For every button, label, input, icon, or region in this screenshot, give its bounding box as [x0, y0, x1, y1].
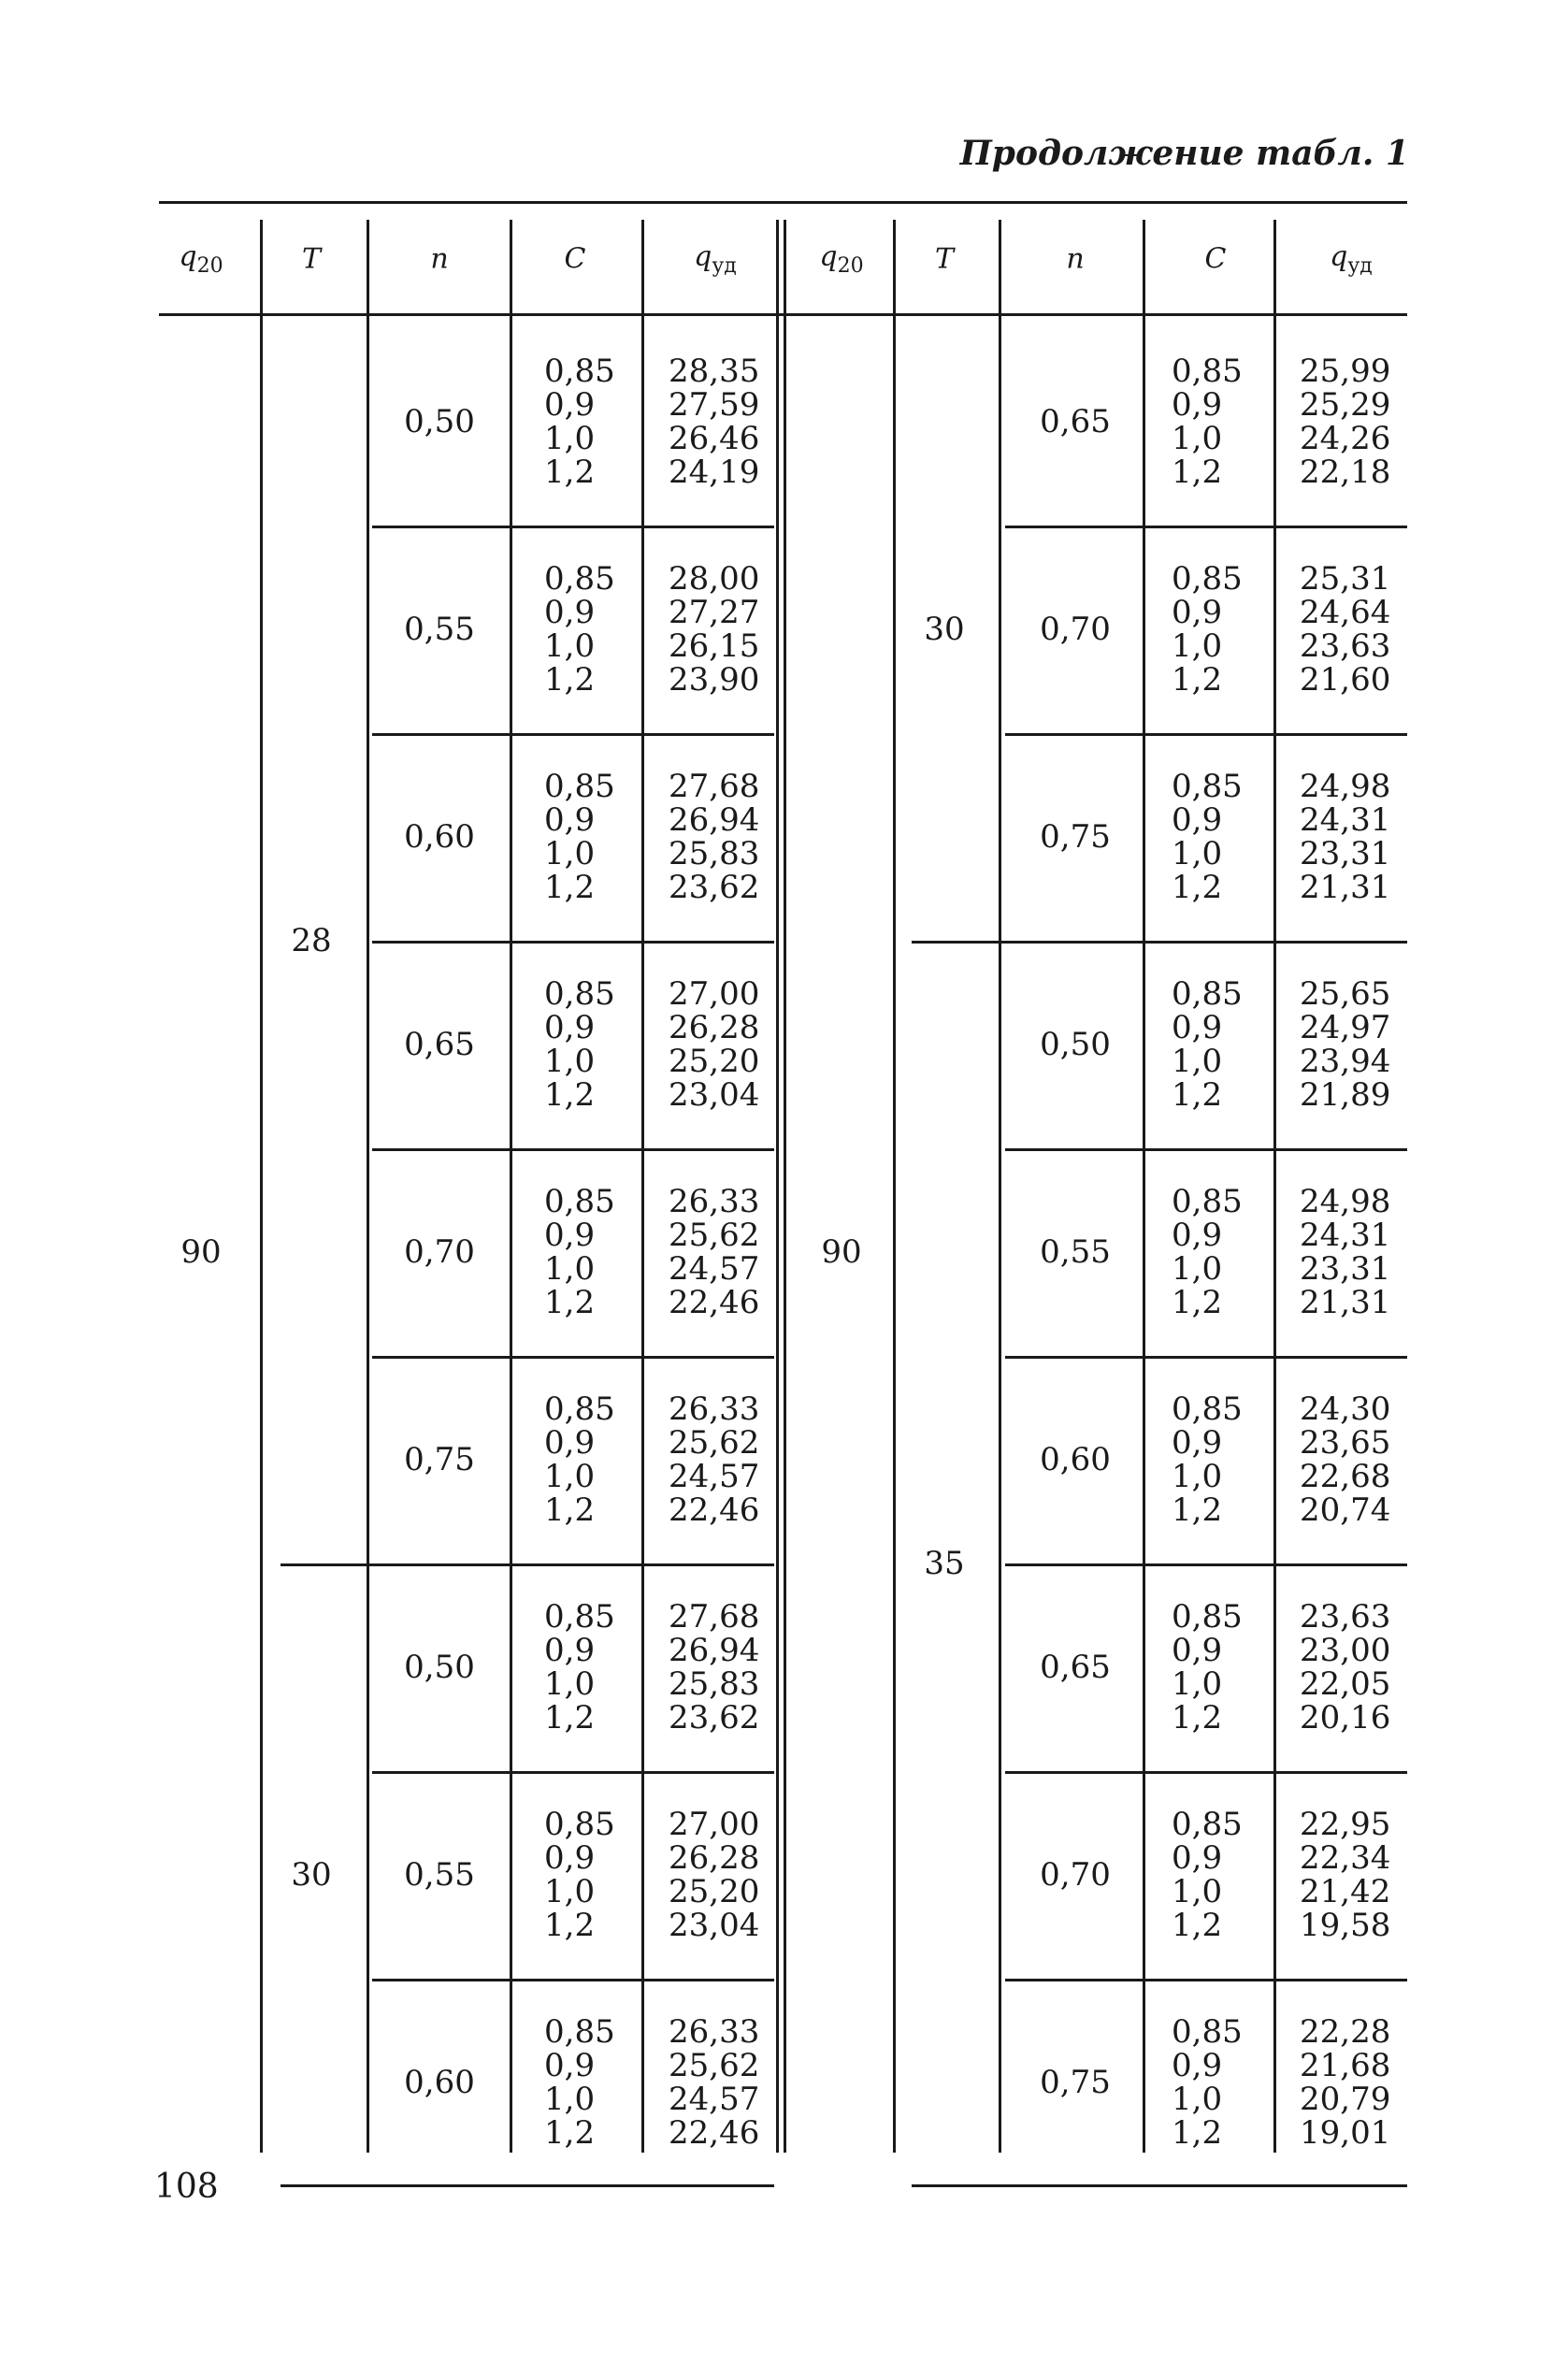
c-values [544, 562, 615, 697]
qud-value: 19,58 [1300, 1907, 1391, 1944]
qud-value: 24,57 [669, 1458, 760, 1495]
c-value: 1,0 [1172, 1665, 1223, 1703]
qud-value: 27,00 [669, 975, 760, 1013]
row-separator [372, 1771, 774, 1774]
c-value: 1,0 [544, 835, 596, 872]
c-value: 0,9 [544, 594, 596, 631]
qud-value: 27,00 [669, 1806, 760, 1843]
column-divider [999, 220, 1001, 2153]
qud-value: 25,83 [669, 835, 760, 872]
header-q20-left-symbol: q [179, 240, 197, 273]
header-t-right [935, 243, 954, 276]
row-separator [1005, 1771, 1407, 1774]
n-value: 0,65 [1040, 403, 1111, 440]
qud-values [669, 1185, 759, 1319]
row-separator [1005, 1356, 1407, 1359]
qud-value: 25,99 [1300, 353, 1391, 390]
n-value: 0,60 [1040, 1441, 1111, 1478]
qud-value: 28,35 [669, 353, 760, 390]
qud-value: 23,04 [669, 1076, 760, 1114]
c-value: 1,2 [544, 1076, 596, 1114]
column-divider [784, 220, 786, 2153]
qud-values [1300, 1600, 1390, 1735]
c-value: 0,9 [1172, 1424, 1223, 1462]
row-separator [1005, 733, 1407, 736]
c-value: 0,85 [1172, 1390, 1243, 1428]
table-bottom-rule [281, 2184, 774, 2187]
n-value: 0,70 [404, 1233, 475, 1271]
qud-value: 22,05 [1300, 1665, 1391, 1703]
header-q20-right [819, 240, 863, 278]
qud-value: 27,59 [669, 386, 760, 424]
qud-value: 24,19 [669, 454, 760, 491]
c-values [544, 1600, 615, 1735]
qud-value: 26,94 [669, 1632, 760, 1669]
qud-value: 21,60 [1300, 661, 1391, 699]
qud-value: 24,97 [1300, 1009, 1391, 1046]
qud-value: 23,65 [1300, 1424, 1391, 1462]
header-c-right [1205, 243, 1227, 276]
q20-value: 90 [180, 1233, 222, 1271]
column-divider [260, 220, 263, 2153]
header-t-left [302, 243, 321, 276]
c-value: 1,0 [544, 2081, 596, 2118]
qud-values [1300, 354, 1390, 489]
c-value: 0,85 [544, 1598, 615, 1635]
qud-values [1300, 770, 1390, 904]
c-value: 0,9 [544, 1839, 596, 1877]
qud-value: 22,46 [669, 1284, 760, 1321]
c-value: 0,85 [544, 1806, 615, 1843]
qud-value: 23,31 [1300, 835, 1391, 872]
qud-value: 22,46 [669, 2114, 760, 2152]
qud-values [669, 562, 759, 697]
c-values [1172, 354, 1243, 489]
qud-value: 25,83 [669, 1665, 760, 1703]
qud-value: 26,33 [669, 1183, 760, 1220]
c-value: 1,2 [544, 454, 596, 491]
n-value: 0,50 [404, 403, 475, 440]
c-value: 0,85 [544, 1183, 615, 1220]
qud-value: 24,57 [669, 2081, 760, 2118]
c-value: 1,2 [1172, 1699, 1223, 1736]
c-value: 0,85 [544, 353, 615, 390]
qud-value: 25,62 [669, 1424, 760, 1462]
n-value: 0,60 [404, 818, 475, 856]
qud-values [1300, 1392, 1390, 1527]
c-value: 1,2 [544, 1491, 596, 1529]
qud-value: 23,62 [669, 869, 760, 906]
header-qud-left-symbol: q [694, 240, 712, 273]
c-value: 0,9 [1172, 1632, 1223, 1669]
qud-values [669, 2015, 759, 2150]
table-bottom-rule [912, 2184, 1407, 2187]
n-value: 0,55 [404, 1856, 475, 1894]
c-value: 1,2 [1172, 1491, 1223, 1529]
c-value: 0,9 [1172, 1839, 1223, 1877]
qud-value: 21,89 [1300, 1076, 1391, 1114]
n-value: 0,55 [1040, 1233, 1111, 1271]
qud-value: 22,46 [669, 1491, 760, 1529]
c-values [1172, 1392, 1243, 1527]
n-value: 0,75 [404, 1441, 475, 1478]
c-value: 0,85 [544, 2013, 615, 2051]
n-value: 0,65 [1040, 1649, 1111, 1686]
c-value: 1,2 [544, 1699, 596, 1736]
c-value: 1,2 [1172, 869, 1223, 906]
c-value: 1,0 [1172, 420, 1223, 457]
qud-value: 26,46 [669, 420, 760, 457]
c-value: 1,0 [1172, 835, 1223, 872]
qud-value: 22,68 [1300, 1458, 1391, 1495]
header-qud-right-symbol: q [1330, 240, 1348, 273]
c-value: 0,9 [544, 1424, 596, 1462]
c-value: 1,0 [544, 1250, 596, 1288]
qud-value: 25,31 [1300, 560, 1391, 598]
qud-value: 22,28 [1300, 2013, 1391, 2051]
c-value: 0,9 [544, 1009, 596, 1046]
c-value: 1,2 [544, 2114, 596, 2152]
qud-value: 21,31 [1300, 869, 1391, 906]
header-c-left-symbol: C [564, 242, 586, 276]
header-qud-left [694, 240, 737, 278]
c-value: 1,2 [1172, 454, 1223, 491]
row-separator [372, 1979, 774, 1981]
qud-value: 23,62 [669, 1699, 760, 1736]
q20-value: 90 [821, 1233, 862, 1271]
header-q20-left-subscript: 20 [196, 254, 223, 278]
T-value: 30 [924, 611, 965, 648]
row-separator [1005, 1979, 1407, 1981]
c-value: 0,85 [1172, 975, 1243, 1013]
c-values [544, 977, 615, 1112]
qud-value: 19,01 [1300, 2114, 1391, 2152]
qud-value: 21,42 [1300, 1873, 1391, 1910]
header-qud-right [1330, 240, 1373, 278]
qud-value: 24,26 [1300, 420, 1391, 457]
qud-value: 27,68 [669, 768, 760, 805]
qud-values [669, 354, 759, 489]
c-values [544, 1185, 615, 1319]
c-value: 0,9 [1172, 1217, 1223, 1254]
qud-value: 23,00 [1300, 1632, 1391, 1669]
c-value: 1,2 [544, 869, 596, 906]
c-value: 0,9 [544, 2047, 596, 2084]
qud-value: 21,68 [1300, 2047, 1391, 2084]
qud-value: 26,28 [669, 1009, 760, 1046]
c-value: 0,9 [1172, 801, 1223, 839]
qud-value: 22,95 [1300, 1806, 1391, 1843]
c-value: 0,85 [544, 560, 615, 598]
qud-value: 23,90 [669, 661, 760, 699]
qud-value: 25,65 [1300, 975, 1391, 1013]
n-value: 0,70 [1040, 611, 1111, 648]
qud-value: 24,31 [1300, 1217, 1391, 1254]
c-value: 1,0 [1172, 1043, 1223, 1080]
qud-value: 24,64 [1300, 594, 1391, 631]
c-value: 0,85 [1172, 2013, 1243, 2051]
qud-value: 26,28 [669, 1839, 760, 1877]
qud-value: 25,20 [669, 1873, 760, 1910]
qud-values [669, 770, 759, 904]
c-value: 1,2 [1172, 661, 1223, 699]
qud-value: 24,31 [1300, 801, 1391, 839]
qud-value: 26,94 [669, 801, 760, 839]
c-value: 1,0 [1172, 1873, 1223, 1910]
qud-value: 26,15 [669, 627, 760, 665]
c-values [544, 2015, 615, 2150]
header-n-right-symbol: n [1066, 242, 1085, 276]
c-value: 1,0 [544, 1458, 596, 1495]
column-divider [510, 220, 512, 2153]
c-value: 0,85 [544, 1390, 615, 1428]
T-value: 28 [291, 922, 332, 959]
c-value: 1,0 [1172, 1250, 1223, 1288]
n-value: 0,60 [404, 2064, 475, 2101]
n-value: 0,65 [404, 1026, 475, 1063]
qud-value: 20,16 [1300, 1699, 1391, 1736]
qud-values [669, 1600, 759, 1735]
c-value: 1,2 [544, 1284, 596, 1321]
c-value: 0,9 [1172, 386, 1223, 424]
row-separator [372, 526, 774, 528]
T-value: 30 [291, 1856, 332, 1894]
qud-values [1300, 2015, 1390, 2150]
c-values [544, 770, 615, 904]
qud-value: 24,57 [669, 1250, 760, 1288]
n-value: 0,70 [1040, 1856, 1111, 1894]
n-value: 0,50 [1040, 1026, 1111, 1063]
row-separator [372, 941, 774, 944]
c-value: 0,85 [1172, 1806, 1243, 1843]
row-separator [1005, 1563, 1407, 1566]
c-value: 0,9 [1172, 1009, 1223, 1046]
header-n-left [430, 243, 448, 276]
row-separator [372, 1356, 774, 1359]
c-values [1172, 770, 1243, 904]
row-separator [1005, 526, 1407, 528]
header-c-right-symbol: C [1204, 242, 1227, 276]
c-value: 0,85 [1172, 560, 1243, 598]
c-values [544, 1808, 615, 1942]
header-qud-right-subscript: уд [1347, 254, 1373, 278]
c-value: 0,9 [1172, 2047, 1223, 2084]
header-qud-left-subscript: уд [712, 254, 737, 278]
qud-value: 24,98 [1300, 768, 1391, 805]
qud-value: 25,29 [1300, 386, 1391, 424]
c-value: 1,2 [544, 661, 596, 699]
c-value: 1,2 [1172, 1076, 1223, 1114]
c-value: 0,85 [1172, 768, 1243, 805]
c-value: 1,0 [544, 1043, 596, 1080]
qud-value: 20,74 [1300, 1491, 1391, 1529]
table-caption: Продолжение табл. 1 [959, 134, 1409, 173]
page-number: 108 [154, 2168, 219, 2206]
row-separator [1005, 1148, 1407, 1151]
qud-values [1300, 1185, 1390, 1319]
c-value: 1,0 [1172, 1458, 1223, 1495]
qud-values [669, 1808, 759, 1942]
T-value: 35 [924, 1545, 965, 1582]
n-value: 0,50 [404, 1649, 475, 1686]
qud-value: 24,98 [1300, 1183, 1391, 1220]
qud-value: 25,20 [669, 1043, 760, 1080]
c-value: 0,85 [1172, 353, 1243, 390]
c-values [1172, 562, 1243, 697]
column-divider [367, 220, 369, 2153]
qud-value: 23,63 [1300, 627, 1391, 665]
c-value: 1,0 [544, 1665, 596, 1703]
c-value: 1,2 [1172, 2114, 1223, 2152]
c-value: 0,85 [544, 768, 615, 805]
qud-value: 23,04 [669, 1907, 760, 1944]
header-q20-right-subscript: 20 [837, 254, 864, 278]
header-q20-right-symbol: q [819, 240, 838, 273]
c-value: 1,2 [1172, 1284, 1223, 1321]
header-n-right [1066, 243, 1084, 276]
c-values [544, 1392, 615, 1527]
c-value: 0,9 [544, 386, 596, 424]
column-divider [776, 220, 779, 2153]
c-values [544, 354, 615, 489]
column-divider [1273, 220, 1276, 2153]
c-values [1172, 1185, 1243, 1319]
c-value: 1,2 [1172, 1907, 1223, 1944]
n-value: 0,75 [1040, 2064, 1111, 2101]
qud-values [1300, 562, 1390, 697]
row-separator [372, 733, 774, 736]
qud-value: 21,31 [1300, 1284, 1391, 1321]
qud-value: 25,62 [669, 1217, 760, 1254]
qud-value: 22,18 [1300, 454, 1391, 491]
header-t-left-symbol: T [301, 242, 322, 276]
c-value: 0,85 [1172, 1183, 1243, 1220]
row-separator [372, 1148, 774, 1151]
n-value: 0,55 [404, 611, 475, 648]
qud-values [1300, 977, 1390, 1112]
qud-value: 27,27 [669, 594, 760, 631]
c-value: 0,9 [544, 801, 596, 839]
qud-value: 23,31 [1300, 1250, 1391, 1288]
qud-values [1300, 1808, 1390, 1942]
group-separator [281, 1563, 774, 1566]
n-value: 0,75 [1040, 818, 1111, 856]
c-value: 1,0 [544, 420, 596, 457]
qud-value: 27,68 [669, 1598, 760, 1635]
c-value: 1,0 [1172, 627, 1223, 665]
qud-value: 22,34 [1300, 1839, 1391, 1877]
c-value: 1,0 [1172, 2081, 1223, 2118]
c-value: 0,9 [544, 1632, 596, 1669]
qud-value: 28,00 [669, 560, 760, 598]
header-c-left [565, 243, 586, 276]
column-divider [641, 220, 644, 2153]
column-divider [893, 220, 896, 2153]
c-values [1172, 977, 1243, 1112]
header-t-right-symbol: T [934, 242, 955, 276]
group-separator [912, 941, 1407, 944]
qud-value: 25,62 [669, 2047, 760, 2084]
c-value: 0,85 [1172, 1598, 1243, 1635]
qud-value: 23,94 [1300, 1043, 1391, 1080]
c-values [1172, 1600, 1243, 1735]
c-value: 0,9 [1172, 594, 1223, 631]
c-value: 1,0 [544, 627, 596, 665]
qud-value: 23,63 [1300, 1598, 1391, 1635]
qud-values [669, 977, 759, 1112]
qud-value: 26,33 [669, 2013, 760, 2051]
c-value: 1,2 [544, 1907, 596, 1944]
header-n-left-symbol: n [430, 242, 449, 276]
qud-value: 26,33 [669, 1390, 760, 1428]
qud-values [669, 1392, 759, 1527]
qud-value: 20,79 [1300, 2081, 1391, 2118]
c-values [1172, 2015, 1243, 2150]
header-q20-left [179, 240, 223, 278]
c-value: 0,85 [544, 975, 615, 1013]
rule-top [159, 201, 1407, 204]
c-values [1172, 1808, 1243, 1942]
qud-value: 24,30 [1300, 1390, 1391, 1428]
c-value: 0,9 [544, 1217, 596, 1254]
c-value: 1,0 [544, 1873, 596, 1910]
column-divider [1143, 220, 1145, 2153]
